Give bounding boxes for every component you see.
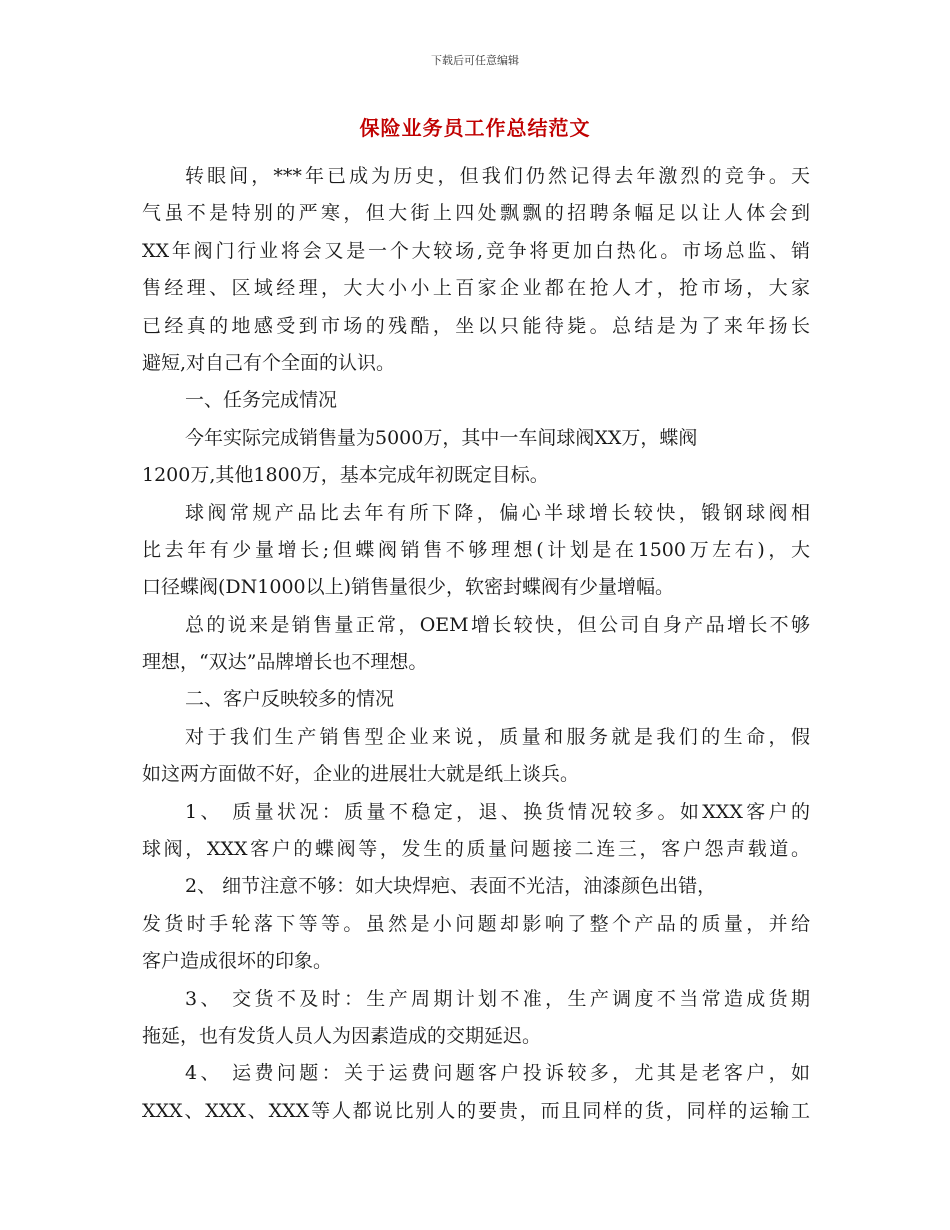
text-line: 二、客户反映较多的情况 bbox=[185, 688, 395, 711]
text-line: 口径蝶阀(DN1000以上)销售量很少，软密封蝶阀有少量增幅。 bbox=[142, 576, 675, 599]
text-line: 售经理、区域经理，大大小小上百家企业都在抢人才，抢市场，大家 bbox=[142, 277, 810, 300]
text-line: 客户造成很坏的印象。 bbox=[142, 950, 333, 973]
text-line: 今年实际完成销售量为5000万，其中一车间球阀XX万，蝶阀 bbox=[185, 426, 698, 449]
text-line: 球阀常规产品比去年有所下降，偏心半球增长较快，锻钢球阀相 bbox=[185, 501, 810, 524]
text-line: 比去年有少量增长;但蝶阀销售不够理想(计划是在1500万左右)，大 bbox=[142, 538, 810, 561]
text-line: 4、 运费问题：关于运费问题客户投诉较多，尤其是老客户，如 bbox=[185, 1062, 810, 1085]
text-line: 如这两方面做不好，企业的进展壮大就是纸上谈兵。 bbox=[142, 763, 580, 786]
text-line: 气虽不是特别的严寒，但大街上四处飘飘的招聘条幅足以让人体会到 bbox=[142, 202, 810, 225]
text-line: 对于我们生产销售型企业来说，质量和服务就是我们的生命，假 bbox=[185, 725, 810, 748]
text-line: 总的说来是销售量正常，OEM增长较快，但公司自身产品增长不够 bbox=[185, 613, 810, 636]
text-line: 1、 质量状况：质量不稳定，退、换货情况较多。如XXX客户的 bbox=[185, 800, 810, 823]
page-header-note: 下载后可任意编辑 bbox=[431, 54, 519, 67]
text-line: XX年阀门行业将会又是一个大较场,竞争将更加白热化。市场总监、销 bbox=[142, 239, 810, 262]
text-line: 拖延，也有发货人员人为因素造成的交期延迟。 bbox=[142, 1024, 542, 1047]
text-line: 发货时手轮落下等等。虽然是小问题却影响了整个产品的质量，并给 bbox=[142, 912, 810, 935]
text-line: 3、 交货不及时：生产周期计划不准，生产调度不当常造成货期 bbox=[185, 987, 810, 1010]
text-line: 一、任务完成情况 bbox=[185, 389, 338, 412]
text-line: 已经真的地感受到市场的残酷，坐以只能待毙。总结是为了来年扬长 bbox=[142, 314, 810, 337]
text-line: 理想，“双达”品牌增长也不理想。 bbox=[142, 651, 428, 674]
text-line: 1200万,其他1800万，基本完成年初既定目标。 bbox=[142, 464, 549, 487]
text-line: XXX、XXX、XXX等人都说比别人的要贵，而且同样的货，同样的运输工 bbox=[142, 1099, 810, 1122]
text-line: 转眼间，***年已成为历史，但我们仍然记得去年激烈的竞争。天 bbox=[185, 165, 810, 187]
text-line: 2、 细节注意不够：如大块焊疤、表面不光洁，油漆颜色出错， bbox=[185, 875, 717, 898]
text-line: 避短,对自己有个全面的认识。 bbox=[142, 351, 396, 374]
text-line: 球阀，XXX客户的蝶阀等，发生的质量问题接二连三，客户怨声载道。 bbox=[142, 838, 810, 861]
document-title: 保险业务员工作总结范文 bbox=[359, 116, 591, 140]
document-body bbox=[142, 158, 810, 1130]
